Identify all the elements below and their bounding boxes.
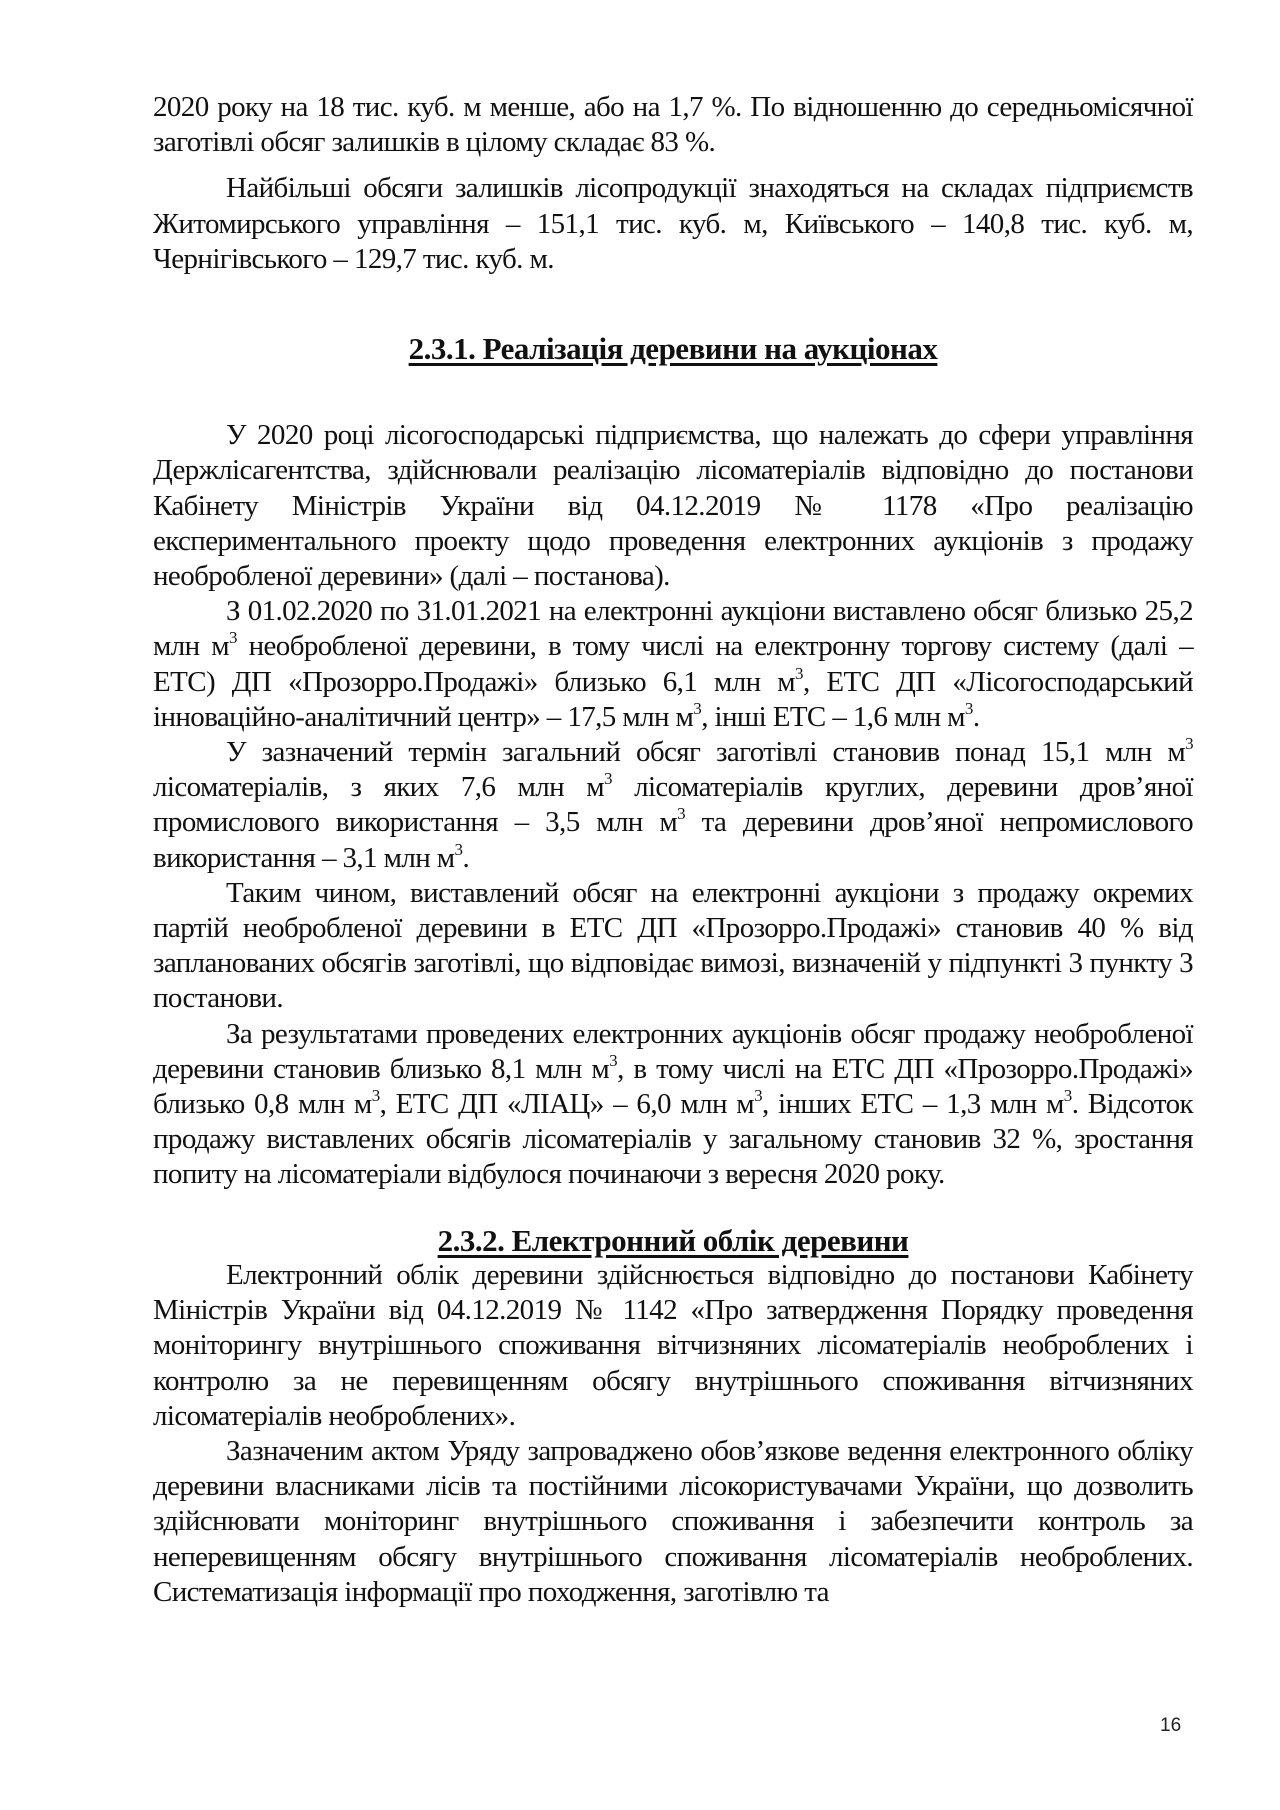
document-page (153, 90, 1193, 1610)
paragraph-auction-results: За результатами проведених електронних аукціонів обсяг продажу необробленої деревини становив близько 8,1 млн $м^3$, в тому числі на ЕТС ДП «Прозорро.Продажі» близько 0,8 млн $м^3$, ЕТС ДП «ЛІАЦ» – 6,0 млн $м^3$, інших ЕТС – 1,3 млн $м^3$. Відсоток продажу виставлених обсягів лісоматеріалів у загальному становив 32 %, зростання попиту на лісоматеріали відбулося починаючи з вересня 2020 року. (153, 1017, 1194, 1191)
paragraph-remainder-stats: 2020 року на 18 тис. куб. м менше, або на 1,7 %. По відношенню до середньомісячної заготівлі обсяг залишків в цілому складає 83 %. (153, 91, 1193, 159)
paragraph-accounting-regulation: Електронний облік деревини здійснюється відповідно до постанови Кабінету Міністрів України від 04.12.2019 № 1142 «Про затвердження Порядку проведення моніторингу внутрішнього споживання вітчизняних лісоматеріалів необроблених і контролю за не перевищенням обсягу внутрішнього споживання вітчизняних лісоматеріалів необроблених». (153, 1258, 1193, 1432)
section-heading-electronic-accounting: 2.3.2. Електронний облік деревини (437, 1222, 909, 1258)
paragraph-auction-volumes: З 01.02.2020 по 31.01.2021 на електронні аукціони виставлено обсяг близько 25,2 млн $м^3$ необробленої деревини, в тому числі на електронну торгову систему (далі – ЕТС) ДП «Прозорро.Продажі» близько 6,1 млн $м^3$, ЕТС ДП «Лісогосподарський інноваційно-аналітичний центр» – 17,5 млн $м^3$, інші ЕТС – 1,6 млн $м^3$. (153, 595, 1194, 733)
paragraph-harvest-volume: У зазначений термін загальний обсяг заготівлі становив понад 15,1 млн $м^3$ лісоматеріалів, з яких 7,6 млн $м^3$ лісоматеріалів круглих, деревини дров’яної промислового використання – 3,5 млн $м^3$ та деревини дров’яної непромислового використання – 3,1 млн $м^3$. (153, 734, 1194, 874)
page-number: 16 (1160, 1715, 1182, 1736)
paragraph-largest-stocks: Найбільші обсяги залишків лісопродукції знаходяться на складах підприємств Житомирського управління – 151,1 тис. куб. м, Київського – 140,8 тис. куб. м, Чернігівського – 129,7 тис. куб. м. (153, 172, 1193, 275)
paragraph-auction-share: Таким чином, виставлений обсяг на електронні аукціони з продажу окремих партій необробленої деревини в ЕТС ДП «Прозорро.Продажі» становив 40 % від запланованих обсягів заготівлі, що відповідає вимозі, визначеній у підпункті 3 пункту 3 постанови. (153, 876, 1193, 1015)
section-heading-auctions: 2.3.1. Реалізація деревини на аукціонах (408, 331, 938, 367)
paragraph-auction-regulation: У 2020 році лісогосподарські підприємства, що належать до сфери управління Держлісагентства, здійснювали реалізацію лісоматеріалів відповідно до постанови Кабінету Міністрів України від 04.12.2019 № 1178 «Про реалізацію експериментального проекту щодо проведення електронних аукціонів з продажу необробленої деревини» (далі – постанова). (153, 419, 1193, 593)
paragraph-accounting-purpose: Зазначеним актом Уряду запроваджено обов’язкове ведення електронного обліку деревини власниками лісів та постійними лісокористувачами України, що дозволить здійснювати моніторинг внутрішнього споживання і забезпечити контроль за неперевищенням обсягу внутрішнього споживання лісоматеріалів необроблених. Систематизація інформації про походження, заготівлю та (153, 1434, 1193, 1608)
